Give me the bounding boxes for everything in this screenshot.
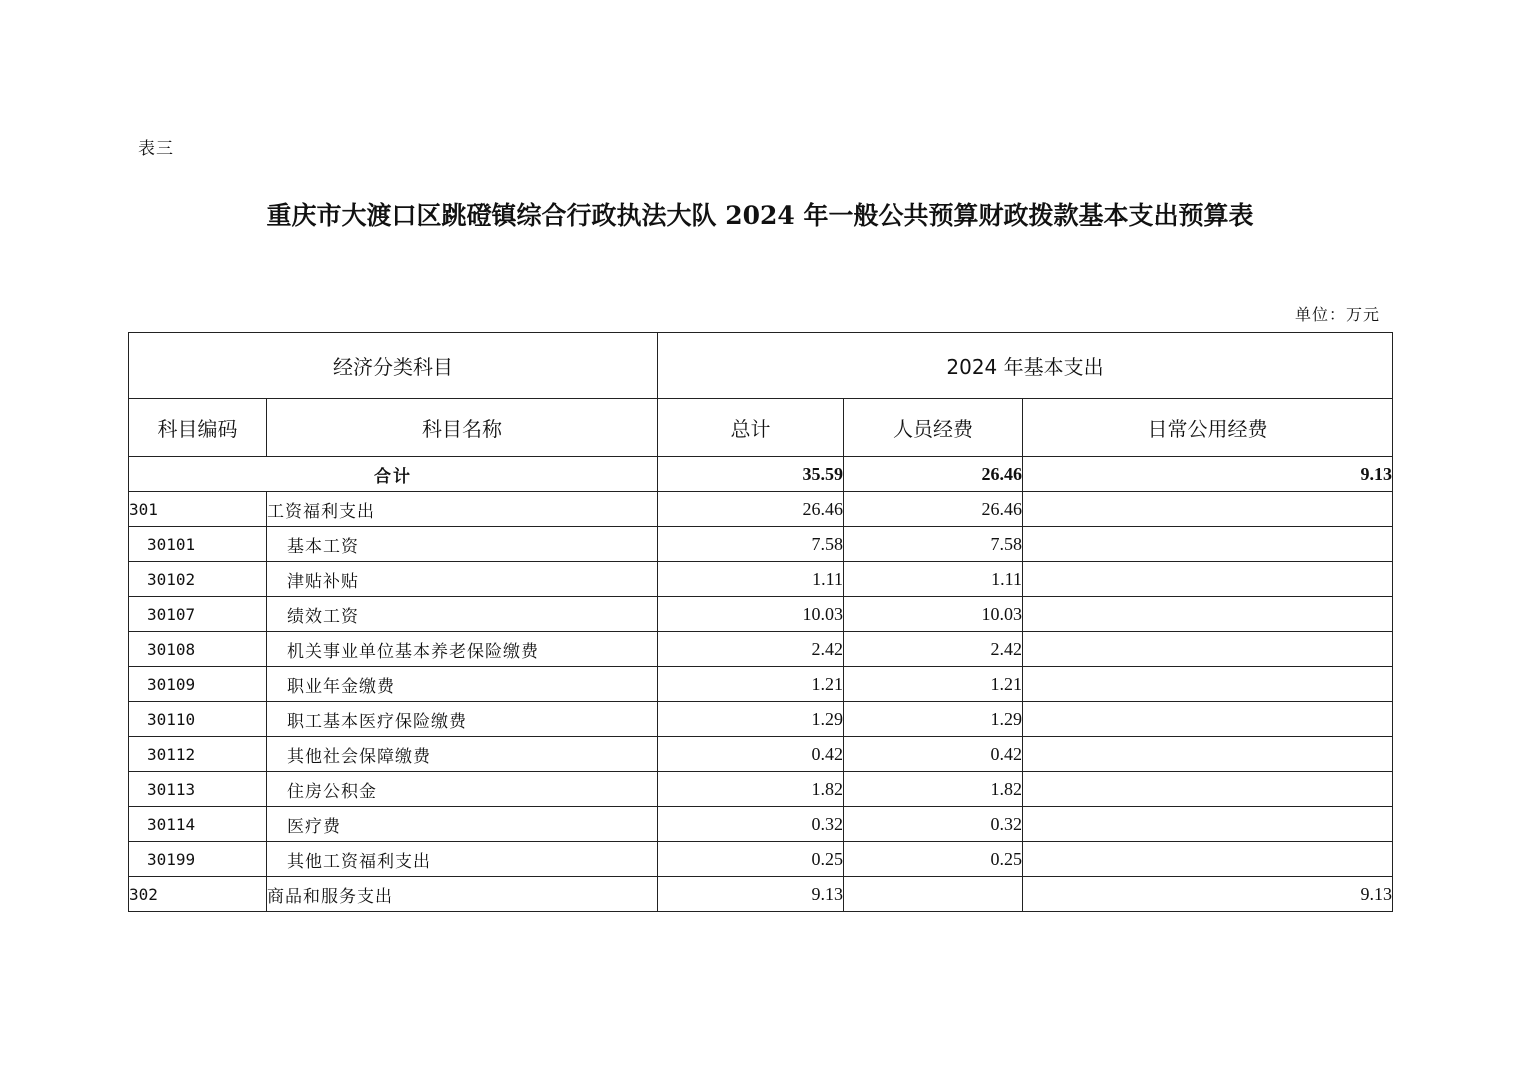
header-public-expense: 日常公用经费 bbox=[1023, 399, 1393, 457]
table-row bbox=[129, 807, 1393, 842]
personnel-cell bbox=[844, 877, 1023, 912]
personnel-cell: 2.42 bbox=[844, 632, 1023, 667]
total-cell: 1.21 bbox=[658, 667, 844, 702]
header-subject-name: 科目名称 bbox=[267, 399, 658, 457]
public-cell bbox=[1023, 597, 1393, 632]
subject-code-cell: 30114 bbox=[129, 807, 267, 842]
subject-code-cell: 30113 bbox=[129, 772, 267, 807]
public-cell bbox=[1023, 737, 1393, 772]
personnel-cell: 0.32 bbox=[844, 807, 1023, 842]
subject-code-cell: 30102 bbox=[129, 562, 267, 597]
subject-name-cell: 机关事业单位基本养老保险缴费 bbox=[267, 632, 658, 667]
subject-name-cell: 其他社会保障缴费 bbox=[267, 737, 658, 772]
table-row bbox=[129, 737, 1393, 772]
total-cell: 7.58 bbox=[658, 527, 844, 562]
subject-code-cell: 30109 bbox=[129, 667, 267, 702]
total-cell: 0.25 bbox=[658, 842, 844, 877]
unit-label: 单位：万元 bbox=[1294, 305, 1380, 324]
header-total: 总计 bbox=[658, 399, 844, 457]
table-row bbox=[129, 597, 1393, 632]
subject-code-cell: 30108 bbox=[129, 632, 267, 667]
public-cell: 9.13 bbox=[1023, 877, 1393, 912]
subject-name-cell: 津贴补贴 bbox=[267, 562, 658, 597]
public-cell bbox=[1023, 772, 1393, 807]
subject-code-cell: 302 bbox=[129, 877, 267, 912]
personnel-cell: 0.25 bbox=[844, 842, 1023, 877]
table-row bbox=[129, 492, 1393, 527]
subject-name-cell: 医疗费 bbox=[267, 807, 658, 842]
header-subject-code: 科目编码 bbox=[129, 399, 267, 457]
subject-code-cell: 30112 bbox=[129, 737, 267, 772]
public-cell bbox=[1023, 702, 1393, 737]
public-cell bbox=[1023, 632, 1393, 667]
total-row bbox=[129, 457, 1393, 492]
subject-code-cell: 30101 bbox=[129, 527, 267, 562]
subject-code-cell: 30107 bbox=[129, 597, 267, 632]
public-cell bbox=[1023, 807, 1393, 842]
total-cell: 1.11 bbox=[658, 562, 844, 597]
total-cell: 1.29 bbox=[658, 702, 844, 737]
table-row bbox=[129, 842, 1393, 877]
subject-name-cell: 绩效工资 bbox=[267, 597, 658, 632]
subject-code-cell: 301 bbox=[129, 492, 267, 527]
personnel-cell: 1.29 bbox=[844, 702, 1023, 737]
subject-name-cell: 职工基本医疗保险缴费 bbox=[267, 702, 658, 737]
public-cell bbox=[1023, 527, 1393, 562]
total-cell: 0.32 bbox=[658, 807, 844, 842]
budget-table bbox=[128, 332, 1393, 912]
subject-name-cell: 其他工资福利支出 bbox=[267, 842, 658, 877]
personnel-cell: 1.21 bbox=[844, 667, 1023, 702]
subject-name-cell: 基本工资 bbox=[267, 527, 658, 562]
table-row bbox=[129, 667, 1393, 702]
personnel-cell: 26.46 bbox=[844, 492, 1023, 527]
total-cell: 10.03 bbox=[658, 597, 844, 632]
personnel-cell: 7.58 bbox=[844, 527, 1023, 562]
subject-name-cell: 住房公积金 bbox=[267, 772, 658, 807]
table-number-label: 表三 bbox=[138, 139, 174, 159]
personnel-cell: 10.03 bbox=[844, 597, 1023, 632]
subject-name-cell: 职业年金缴费 bbox=[267, 667, 658, 702]
subject-code-cell: 30110 bbox=[129, 702, 267, 737]
subject-name-cell: 工资福利支出 bbox=[267, 492, 658, 527]
public-cell bbox=[1023, 842, 1393, 877]
total-cell-personnel: 26.46 bbox=[844, 457, 1023, 492]
page-title: 重庆市大渡口区跳磴镇综合行政执法大队 2024 年一般公共预算财政拨款基本支出预算表 bbox=[266, 201, 1254, 230]
table-row bbox=[129, 702, 1393, 737]
total-cell: 9.13 bbox=[658, 877, 844, 912]
total-cell-public: 9.13 bbox=[1023, 457, 1393, 492]
table-row bbox=[129, 562, 1393, 597]
subject-code-cell: 30199 bbox=[129, 842, 267, 877]
personnel-cell: 1.11 bbox=[844, 562, 1023, 597]
total-cell: 26.46 bbox=[658, 492, 844, 527]
total-cell: 2.42 bbox=[658, 632, 844, 667]
public-cell bbox=[1023, 667, 1393, 702]
table-row bbox=[129, 772, 1393, 807]
total-label: 合计 bbox=[129, 457, 658, 492]
personnel-cell: 0.42 bbox=[844, 737, 1023, 772]
personnel-cell: 1.82 bbox=[844, 772, 1023, 807]
header-basic-expenditure: 2024 年基本支出 bbox=[658, 333, 1393, 399]
table-row bbox=[129, 632, 1393, 667]
header-column-row bbox=[129, 399, 1393, 457]
total-cell-total: 35.59 bbox=[658, 457, 844, 492]
subject-name-cell: 商品和服务支出 bbox=[267, 877, 658, 912]
table-row bbox=[129, 527, 1393, 562]
total-cell: 1.82 bbox=[658, 772, 844, 807]
header-group-row bbox=[129, 333, 1393, 399]
public-cell bbox=[1023, 492, 1393, 527]
total-cell: 0.42 bbox=[658, 737, 844, 772]
header-personnel-expense: 人员经费 bbox=[844, 399, 1023, 457]
table-row bbox=[129, 877, 1393, 912]
public-cell bbox=[1023, 562, 1393, 597]
header-economic-category: 经济分类科目 bbox=[129, 333, 658, 399]
